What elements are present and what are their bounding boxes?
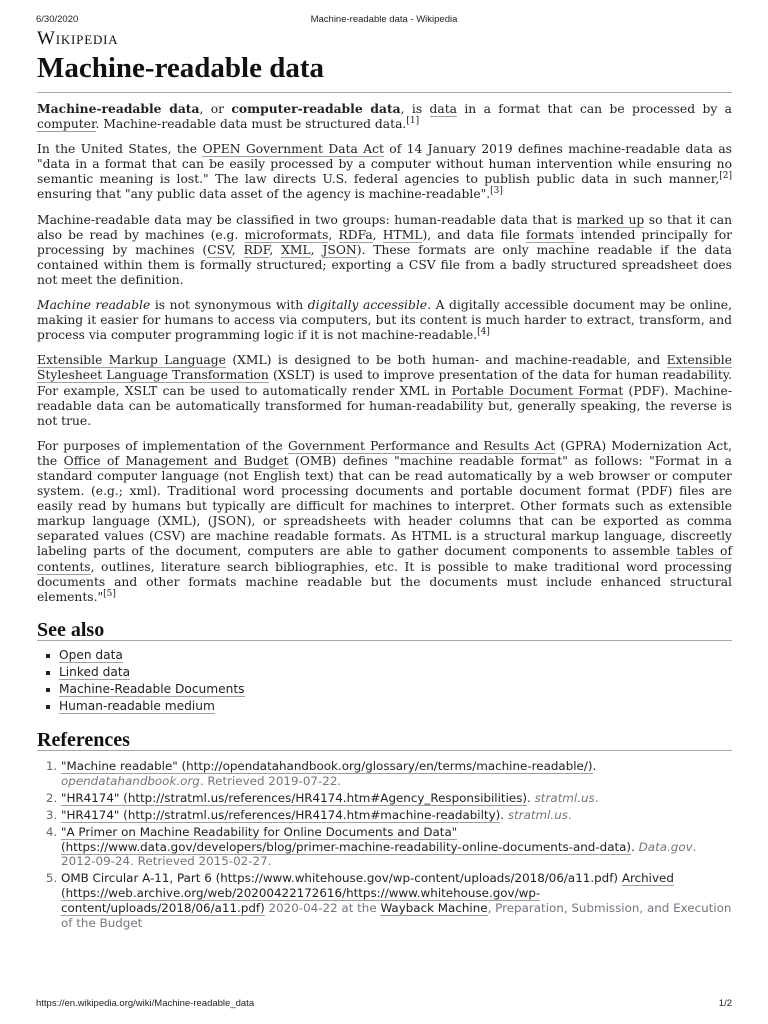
link-microformats[interactable]: microformats	[244, 227, 329, 242]
text: . A digitally accessible document may be online, making it easier for humans to access via computers, but its content is much harder to extract, transform, and process via computer programming logic if it is not machine-readable.	[37, 298, 732, 343]
bold-term: Machine-readable data	[37, 101, 200, 116]
bold-term: computer-readable data	[231, 101, 401, 116]
print-page-number: 1/2	[718, 998, 732, 1009]
references-list	[37, 759, 732, 931]
text: ). These formats are only machine readable if the data contained within them is formally structured; exporting a CSV file from a badly structured spreadsheet does not meet the definition.	[37, 242, 733, 287]
link-rdf[interactable]: RDF	[243, 242, 270, 257]
list-item	[59, 698, 732, 715]
reference-text: OMB Circular A-11, Part 6 (https://www.whitehouse.gov/wp-content/uploads/2018/06/a11.pdf)	[61, 871, 622, 886]
paragraph-intro	[37, 101, 732, 132]
link-wayback-machine[interactable]: Wayback Machine	[380, 901, 488, 916]
list-item	[59, 664, 732, 681]
reference-link-archived[interactable]: Archived (https://web.archive.org/web/20200422172616/https://www.whitehouse.gov/wp-content/uploads/2018/06/a11.pdf)	[61, 871, 674, 916]
paragraph-xml	[37, 353, 732, 428]
text: ,	[372, 227, 383, 242]
reference-item	[61, 759, 732, 789]
link-tables-of-contents[interactable]: tables of contents	[37, 544, 732, 574]
link-linked-data[interactable]: Linked data	[59, 664, 131, 679]
text: Machine-readable data may be classified in two groups: human-readable data that is	[37, 212, 577, 227]
link-human-readable-medium[interactable]: Human-readable medium	[59, 698, 215, 713]
print-header	[36, 14, 732, 28]
text: of 14 January 2019 defines machine-readable data as "data in a format that can be easily processed by a computer without human intervention while ensuring no semantic meaning is lost." The law directs U.S. federal agencies to publish public data in such manner,	[37, 142, 732, 187]
reference-link[interactable]: "HR4174" (http://stratml.us/references/HR4174.htm#machine-readabilty)	[61, 807, 501, 822]
reference-source: stratml.us	[534, 790, 595, 805]
paragraph-digitally-accessible	[37, 298, 732, 343]
text: (PDF). Machine-readable data can be automatically transformed for human-readability but, generally speaking, the reverse is not true.	[37, 383, 732, 428]
reference-item	[61, 871, 732, 931]
title-divider	[37, 92, 732, 93]
reference-item	[61, 791, 732, 806]
citation-4[interactable]: [4]	[477, 327, 490, 338]
link-pdf[interactable]: Portable Document Format	[451, 383, 624, 398]
reference-link[interactable]: "Machine readable" (http://opendatahandbook.org/glossary/en/terms/machine-readable/)	[61, 759, 593, 773]
reference-source: stratml.us	[507, 807, 568, 822]
text: ,	[328, 227, 339, 242]
text: For purposes of implementation of the	[37, 438, 288, 453]
text: (XML) is designed to be both human- and machine-readable, and	[225, 353, 667, 368]
text: so that it can also be read by machines (e.g.	[37, 212, 733, 242]
list-item	[59, 647, 732, 664]
text: ,	[231, 242, 244, 257]
italic-term: digitally accessible	[307, 298, 428, 313]
link-csv[interactable]: CSV	[207, 242, 232, 257]
link-omb[interactable]: Office of Management and Budget	[63, 453, 289, 468]
reference-date: . Retrieved 2019-07-22.	[199, 773, 342, 788]
text: .	[594, 790, 599, 805]
references-heading: References	[37, 733, 732, 751]
text: .	[567, 807, 572, 822]
page-title: Machine-readable data	[37, 52, 325, 84]
citation-2[interactable]: [2]	[719, 171, 732, 182]
text: (OMB) defines "machine readable format" as follows: "Format in a standard computer language (not English text) that can be read automatically by a web browser or computer system. (e.g.; xml). Traditional word processing documents and portable document format (PDF) files are easily read by humans but typically are difficult for machines to interpret. Other formats such as extensible markup language (XML), (JSON), or spreadsheets with header columns that can be exported as comma separated values (CSV) are machine readable formats. As HTML is a structural markup language, discreetly labeling parts of the document, computers are able to gather document components to assemble	[37, 453, 732, 559]
print-date: 6/30/2020	[36, 14, 79, 25]
paragraph-us-law	[37, 142, 732, 202]
text: is not synonymous with	[150, 298, 308, 313]
list-item	[59, 681, 732, 698]
link-computer[interactable]: computer	[37, 117, 96, 132]
link-xslt[interactable]: Extensible Stylesheet Language Transformation	[37, 353, 732, 383]
text: .	[500, 807, 508, 822]
reference-date: . 2012-09-24. Retrieved 2015-02-27.	[61, 839, 697, 869]
reference-item	[61, 825, 732, 870]
link-xml-full[interactable]: Extensible Markup Language	[37, 353, 226, 368]
text: intended principally for processing by machines (	[37, 227, 733, 257]
link-open-government-data-act[interactable]: OPEN Government Data Act	[202, 142, 384, 157]
wikipedia-wordmark[interactable]	[37, 28, 118, 50]
citation-3[interactable]: [3]	[490, 186, 503, 197]
link-rdfa[interactable]: RDFa	[338, 227, 373, 242]
reference-date: 2020-04-22 at the	[264, 901, 381, 916]
text: , or	[199, 102, 232, 116]
see-also-list	[37, 647, 732, 715]
paragraph-gpra	[37, 439, 732, 605]
link-json[interactable]: JSON	[322, 242, 357, 257]
text: (GPRA) Modernization Act, the	[37, 438, 732, 468]
text: ensuring that "any public data asset of the agency is machine-readable".	[37, 187, 491, 202]
text: ,	[269, 242, 282, 257]
link-html[interactable]: HTML	[382, 227, 423, 242]
link-marked-up[interactable]: marked up	[576, 212, 645, 227]
print-url: https://en.wikipedia.org/wiki/Machine-readable_data	[36, 998, 255, 1009]
link-data[interactable]: data	[429, 102, 457, 116]
text: in a format that can be processed by a	[457, 102, 732, 116]
print-footer	[36, 998, 732, 1010]
text: ), and data file	[422, 227, 527, 242]
link-gpra[interactable]: Government Performance and Results Act	[287, 438, 556, 453]
reference-source: opendatahandbook.org	[61, 773, 200, 788]
wordmark-text: Wikipedia	[37, 28, 119, 49]
print-page-title: Machine-readable data - Wikipedia	[310, 14, 458, 25]
text: , is	[400, 102, 430, 116]
text: .	[592, 759, 597, 773]
text: . Machine-readable data must be structured data.	[95, 117, 407, 132]
link-open-data[interactable]: Open data	[59, 647, 123, 662]
text: ,	[310, 242, 323, 257]
text: In the United States, the	[37, 142, 203, 157]
reference-item	[61, 808, 732, 823]
citation-5[interactable]: [5]	[103, 588, 116, 599]
link-machine-readable-documents[interactable]: Machine-Readable Documents	[59, 681, 245, 696]
reference-link[interactable]: "A Primer on Machine Readability for Online Documents and Data" (https://www.data.gov/developers/blog/primer-machine-readability-online-documents-and-data)	[61, 824, 632, 854]
text: .	[631, 839, 639, 854]
text: (XSLT) is used to improve presentation of the data for human readability. For example, XSLT can be used to automatically render XML in	[37, 368, 732, 398]
paragraph-classification	[37, 213, 732, 288]
link-xml[interactable]: XML	[281, 242, 311, 257]
text: , outlines, literature search bibliographies, etc. It is possible to make traditional word processing documents and other formats machine readable but the documents must include enhanced structural elements."	[37, 559, 732, 604]
see-also-heading: See also	[37, 623, 732, 641]
text: .	[527, 790, 535, 805]
article-body	[37, 101, 732, 933]
link-formats[interactable]: formats	[526, 227, 575, 242]
citation-1[interactable]: [1]	[406, 116, 420, 126]
reference-source: Data.gov	[638, 839, 693, 854]
italic-term: Machine readable	[37, 298, 151, 313]
reference-link[interactable]: "HR4174" (http://stratml.us/references/HR4174.htm#Agency_Responsibilities)	[61, 790, 528, 805]
reference-text: , Preparation, Submission, and Execution of the Budget	[61, 901, 732, 931]
